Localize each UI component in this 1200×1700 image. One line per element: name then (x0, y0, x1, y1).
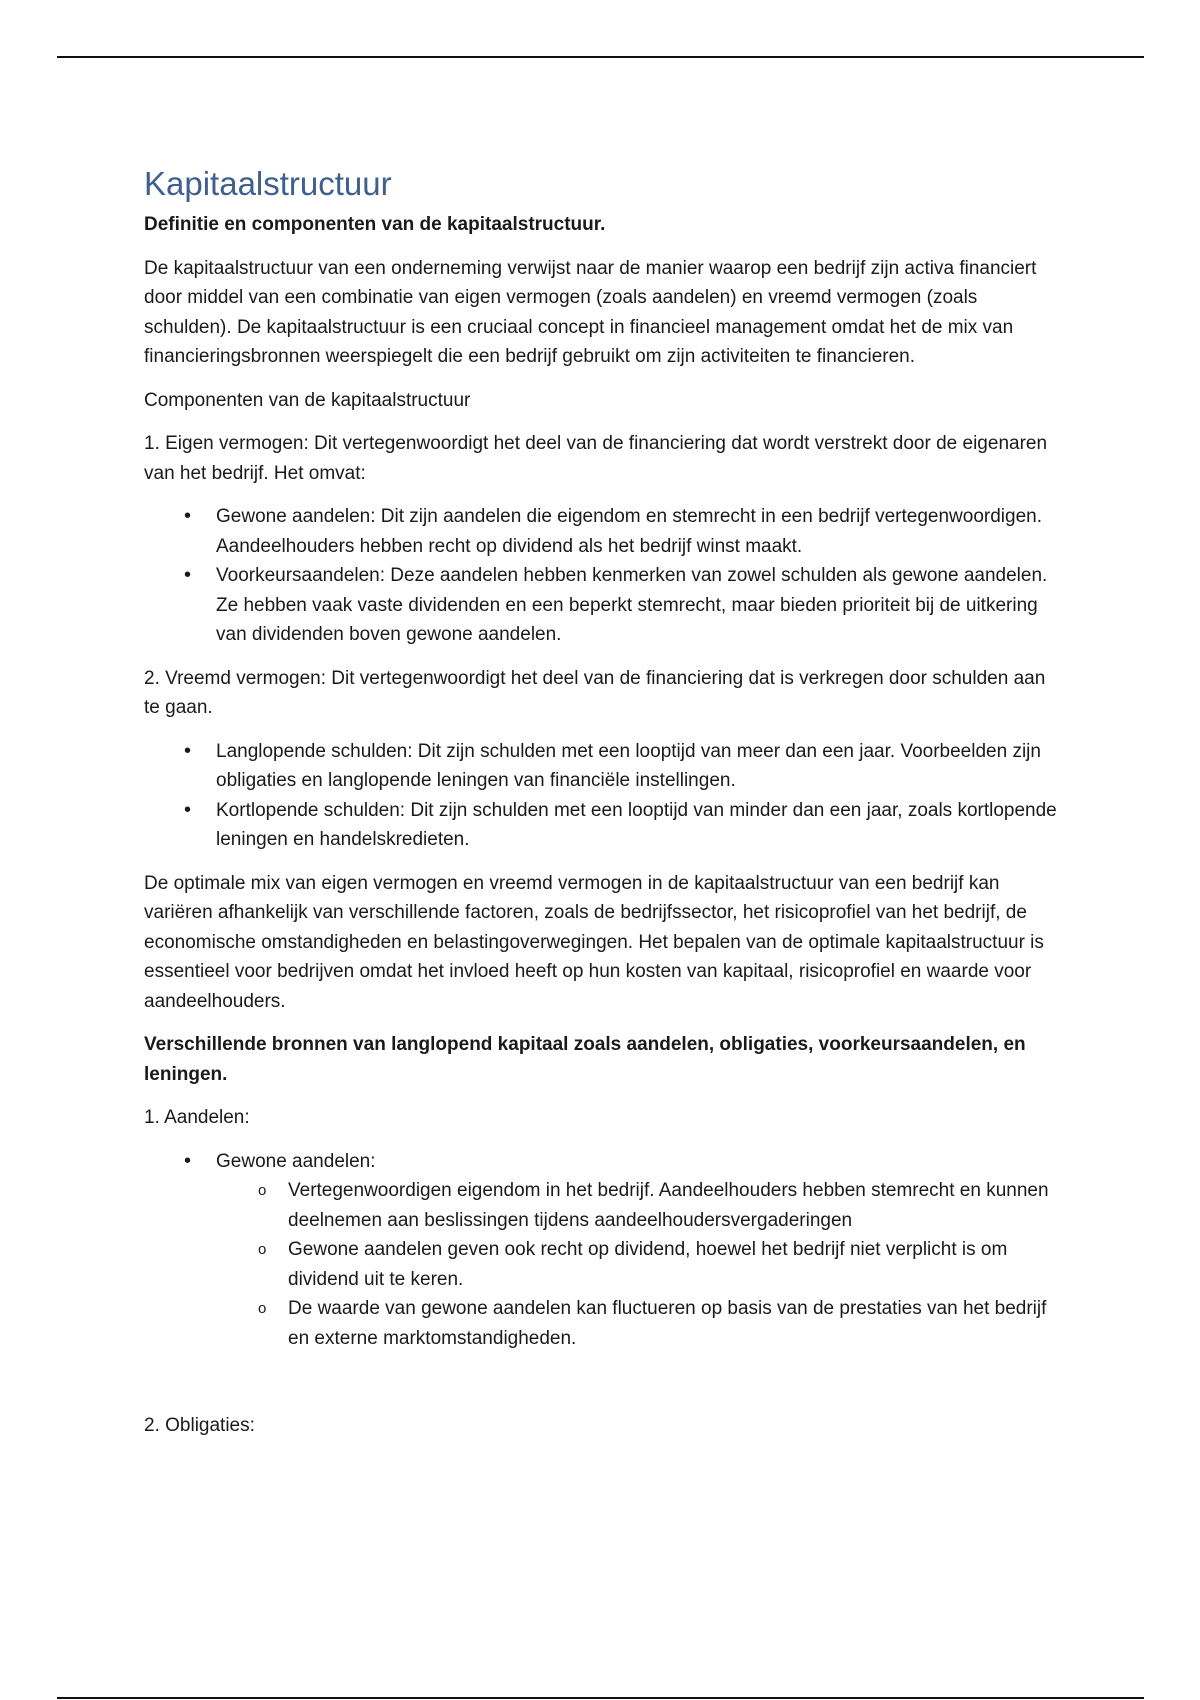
header-rule (57, 56, 1144, 58)
debt-list (144, 737, 1064, 855)
components-heading: Componenten van de kapitaalstructuur (144, 389, 471, 411)
list-item: • Gewone aandelen: Dit zijn aandelen die eigendom en stemrecht in een bedrijf vertegenwoordigen. Aandeelhouders hebben recht op dividend als het bedrijf winst maakt. (144, 502, 1064, 561)
bonds-heading: 2. Obligaties: (144, 1415, 255, 1436)
optimal-mix-paragraph: De optimale mix van eigen vermogen en vreemd vermogen in de kapitaalstructuur van een bedrijf kan variëren afhankelijk van verschillende factoren, zoals de bedrijfssector, het risicoprofiel van het bedrijf, de economische omstandigheden en belastingoverwegingen. Het bepalen van de optimale kapitaalstructuur is essentieel voor bedrijven omdat het invloed heeft op hun kosten van kapitaal, risicoprofiel en waarde voor aandeelhouders. (144, 872, 1044, 1012)
page-title: Kapitaalstructuur (144, 165, 392, 202)
sub-list-item: o Vertegenwoordigen eigendom in het bedrijf. Aandeelhouders hebben stemrecht en kunnen deelnemen aan beslissingen tijdens aandeelhoudersvergaderingen (144, 1176, 1064, 1235)
list-item (144, 1147, 1064, 1354)
subtitle: Definitie en componenten van de kapitaalstructuur. (144, 214, 606, 235)
sub-list-item: o Gewone aandelen geven ook recht op dividend, hoewel het bedrijf niet verplicht is om dividend uit te keren. (144, 1235, 1064, 1294)
document-body (144, 160, 1064, 1455)
shares-list (144, 1147, 1064, 1354)
sources-heading: Verschillende bronnen van langlopend kapitaal zoals aandelen, obligaties, voorkeursaandelen, en leningen. (144, 1034, 1026, 1085)
equity-intro: 1. Eigen vermogen: Dit vertegenwoordigt het deel van de financiering dat wordt verstrekt door de eigenaren van het bedrijf. Het omvat: (144, 433, 1048, 484)
list-item: • Voorkeursaandelen: Deze aandelen hebben kenmerken van zowel schulden als gewone aandelen. Ze hebben vaak vaste dividenden en een beperkt stemrecht, maar bieden prioriteit bij de uitkering van dividenden boven gewone aandelen. (144, 561, 1064, 650)
intro-paragraph: De kapitaalstructuur van een onderneming verwijst naar de manier waarop een bedrijf zijn activa financiert door middel van een combinatie van eigen vermogen (zoals aandelen) en vreemd vermogen (zoals schulden). De kapitaalstructuur is een cruciaal concept in financieel management omdat het de mix van financieringsbronnen weerspiegelt die een bedrijf gebruikt om zijn activiteiten te financieren. (144, 257, 1037, 367)
list-item: • Langlopende schulden: Dit zijn schulden met een looptijd van meer dan een jaar. Voorbeelden zijn obligaties en langlopende leningen van financiële instellingen. (144, 737, 1064, 796)
sub-list-item: o De waarde van gewone aandelen kan fluctueren op basis van de prestaties van het bedrijf en externe marktomstandigheden. (144, 1294, 1064, 1353)
shares-bullet-label: Gewone aandelen: (216, 1150, 376, 1172)
footer-rule (57, 1697, 1144, 1699)
shares-heading: 1. Aandelen: (144, 1107, 250, 1128)
spacer (144, 1367, 1064, 1411)
debt-intro: 2. Vreemd vermogen: Dit vertegenwoordigt het deel van de financiering dat is verkregen door schulden aan te gaan. (144, 667, 1046, 718)
shares-sublist (216, 1176, 1064, 1353)
list-item: • Kortlopende schulden: Dit zijn schulden met een looptijd van minder dan een jaar, zoals kortlopende leningen en handelskredieten. (144, 796, 1064, 855)
equity-list (144, 502, 1064, 650)
